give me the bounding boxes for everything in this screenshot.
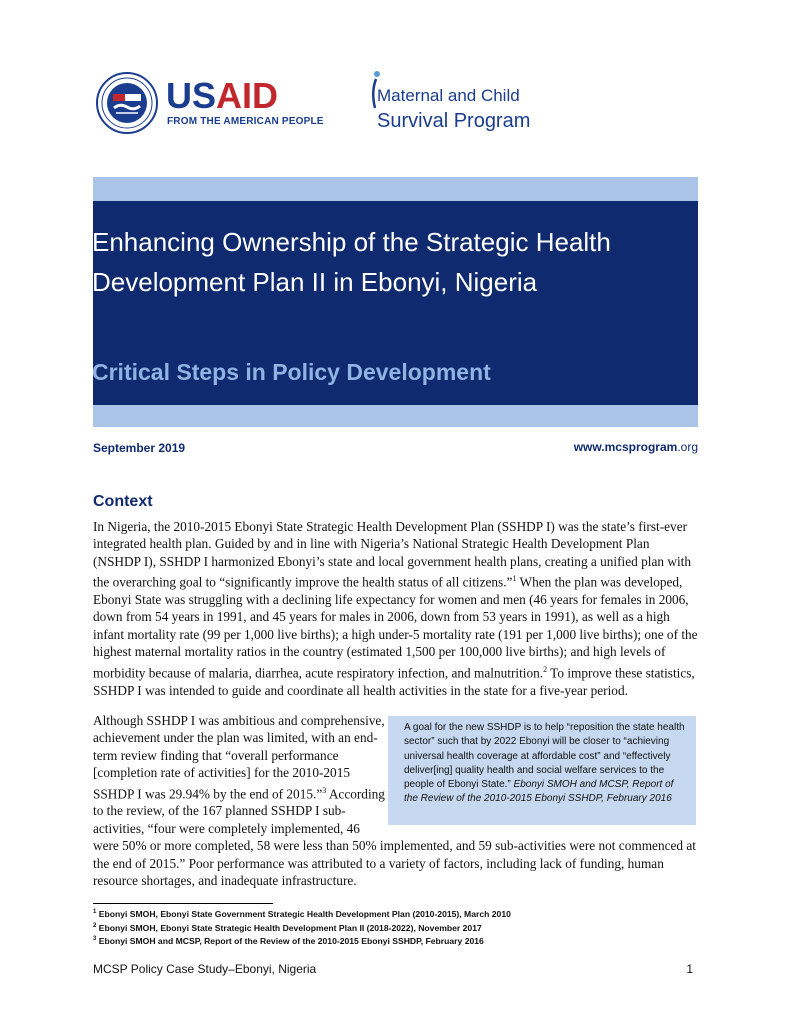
footnote-1: $^1$ Ebonyi SMOH, Ebonyi State Government Strategic Health Development Plan (2010-2015), March 2010 [93, 909, 511, 919]
footnote-ref[interactable]: 2 [543, 664, 548, 674]
footnote-ref[interactable]: 1 [512, 574, 517, 584]
footnote-divider [93, 903, 273, 904]
banner-top-band [93, 177, 698, 201]
document-subtitle: Critical Steps in Policy Development [92, 359, 491, 385]
footer-title: MCSP Policy Case Study–Ebonyi, Nigeria [93, 962, 317, 976]
callout-quote: A goal for the new SSHDP is to help “reposition the state health sector” such that by 2022 Ebonyi will be closer to “achieving universal health coverage at affordable cost” and “effectively deliver[ing] quality health and social welfare services to the people of Ebonyi State.” [404, 722, 685, 791]
usaid-wordmark: USAID [166, 75, 279, 116]
footnote-ref[interactable]: 3 [322, 785, 327, 795]
page-number: 1 [686, 962, 693, 976]
document-title: Enhancing Ownership of the Strategic Health Development Plan II in Ebonyi, Nigeria [92, 227, 611, 297]
publication-date: September 2019 [93, 441, 186, 455]
usaid-seal-icon [96, 72, 158, 134]
footnote-2: $^2$ Ebonyi SMOH, Ebonyi State Strategic Health Development Plan II (2018-2022), November 2017 [93, 923, 482, 933]
banner-bottom-band [93, 405, 698, 427]
website-link[interactable]: www.mcsprogram.org [573, 440, 698, 454]
footnote-3: $^3$ Ebonyi SMOH and MCSP, Report of the Review of the 2010-2015 Ebonyi SSHDP, February 2016 [93, 936, 484, 946]
mcsp-name-line1: Maternal and Child [377, 86, 520, 105]
context-heading: Context [93, 493, 153, 510]
mcsp-logo [365, 70, 565, 136]
context-paragraph-2: Although SSHDP I was ambitious and comprehensive, achievement under the plan was limited, with an end-term review finding that “overall performance [completion rate of activities] for the 2010-2015 SSHDP I was 29.94% by the end of 2015.”$^3$ According to the review, of the 167 planned SSHDP I sub-activities, “four were completely implemented, 46 were 50% or more completed, 58 were less than 50% implemented, and 59 sub-activities were not commenced at the end of 2015.” Poor performance was attributed to a variety of factors, including lack of funding, human resource shortages, and inadequate infrastructure. [93, 713, 696, 889]
mcsp-name-line2: Survival Program [377, 110, 531, 132]
usaid-tagline: FROM THE AMERICAN PEOPLE [167, 116, 324, 127]
quote-callout [388, 716, 696, 825]
usaid-logo [96, 72, 326, 136]
context-paragraph-1: In Nigeria, the 2010-2015 Ebonyi State Strategic Health Development Plan (SSHDP I) was the state’s first-ever integrated health plan. Guided by and in line with Nigeria’s National Strategic Health Development Plan (NSHDP I), SSHDP I harmonized Ebonyi’s state and local government health plans, creating a unified plan with the overarching goal to “significantly improve the health status of all citizens.”$^1$ When the plan was developed, Ebonyi State was struggling with a declining life expectancy for women and men (46 years for females in 2006, down from 54 years in 1991, and 45 years for males in 2006, down from 53 years in 1991), as well as a high infant mortality rate (99 per 1,000 live births); a high under-5 mortality rate (191 per 1,000 live births); one of the highest maternal mortality ratios in the country (estimated 1,500 per 100,000 live births); and high levels of morbidity because of malaria, diarrhea, acute respiratory infection, and malnutrition.$^2$ To improve these statistics, SSHDP I was intended to guide and coordinate all health activities in the state for a five-year period. [93, 519, 698, 698]
callout-source: Ebonyi SMOH and MCSP, Report of the Review of the 2010-2015 Ebonyi SSHDP, February 2016 [404, 779, 674, 805]
